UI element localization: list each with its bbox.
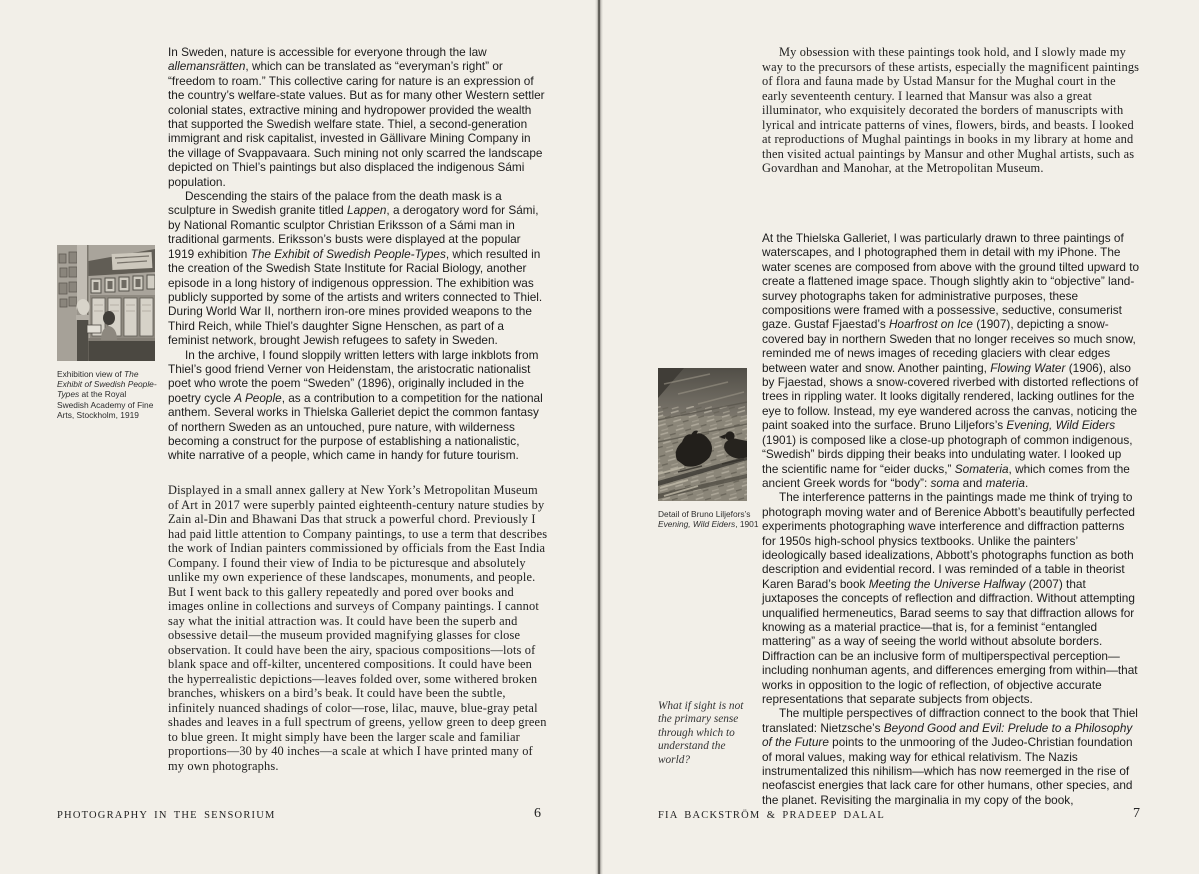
- running-footer-left: PHOTOGRAPHY IN THE SENSORIUM: [57, 810, 276, 821]
- text-run: , which comes from the ancient Greek words for “body”:: [762, 461, 1130, 490]
- paragraph: [168, 189, 546, 347]
- text-run: and: [959, 475, 986, 490]
- text-run: The interference patterns in the paintings made me think of trying to photograph moving water and of Berenice Abbott’s beautifully perfected experiments photographing wave interference and diffraction patterns for 1950s high-school physics textbooks. Unlike the painters’ ideologically based idealizations, Abbott’s photographs function as both description and evidential record. I was reminded of a table in theorist Karen Barad’s book: [762, 490, 1135, 591]
- text-run: , which resulted in the creation of the Swedish State Institute for Racial Biology, another episode in a long history of indigenous oppression. The exhibition was publicly supported by some of the artists and writers connected to Thiel. During World War II, northern iron-ore mines provided weapons to the Third Reich, while Thiel’s daughter Signe Henschen, as part of a feminist network, brought Jewish refugees to safety in Sweden.: [168, 246, 543, 348]
- spread-gutter: [595, 0, 603, 874]
- text-run: at the Royal Swedish Academy of Fine Arts, Stockholm, 1919: [57, 389, 154, 420]
- text-run: At the Thielska Galleriet, I was particularly drawn to three paintings of waterscapes, and I photographed them in detail with my iPhone. The water scenes are composed from above with the ground tilted upward to create a flattened image space. Though slightly akin to “objective” land-survey photographs taken for administrative purposes, these compositions were framed with a possessive, seductive, consumerist gaze. Gustaf Fjaestad’s: [762, 231, 1140, 332]
- italic-text: The Exhibit of Swedish People-Types: [57, 369, 157, 400]
- italic-text: materia: [985, 475, 1025, 490]
- italic-text: Evening, Wild Eiders: [658, 519, 736, 530]
- text-run: , a derogatory word for Sámi, by National Romantic sculptor Christian Eriksson of a Sámi man in traditional garments. Eriksson’s busts were displayed at the popular 1919 exhibition: [168, 203, 539, 261]
- paragraph: [762, 706, 1140, 807]
- text-run: Exhibition view of: [57, 369, 125, 379]
- text-run: , which can be translated as “everyman’s right” or “freedom to roam.” This collective caring for nature is an expression of the country’s welfare-state values. But as for many other Western settler colonial states, extractive mining and hydropower provided the wealth that supported the Swedish welfare state. Thiel, a second-generation immigrant and risk capitalist, invested in Gällivare Mining Company in the village of Svappavaara. Such mining not only scarred the landscape depicted on Thiel’s paintings but also displaced the indigenous Sámi population.: [168, 59, 545, 189]
- text-run: , 1901: [735, 519, 759, 530]
- figure-wild-eiders: [658, 368, 768, 529]
- paragraph: [168, 45, 546, 189]
- text-run: In Sweden, nature is accessible for everyone through the law: [168, 45, 487, 59]
- right-page-sans-text: [762, 231, 1140, 807]
- margin-note: What if sight is not the primary sense through which to understand the world?: [658, 700, 744, 766]
- italic-text: The Exhibit of Swedish People-Types: [250, 246, 446, 261]
- text-run: .: [1024, 475, 1029, 490]
- paragraph: [168, 483, 548, 773]
- paragraph: [168, 348, 546, 463]
- italic-text: Meeting the Universe Halfway: [868, 576, 1026, 591]
- figure-exhibition: [57, 245, 157, 420]
- figure-caption-exhibition: [57, 369, 157, 420]
- text-run: Detail of Bruno Liljefors’s: [658, 509, 751, 519]
- figure-caption-wild-eiders: [658, 509, 768, 529]
- right-page-serif-text: [762, 45, 1142, 176]
- page-number-right: 7: [1133, 806, 1140, 821]
- exhibition-photo: [57, 245, 157, 361]
- text-run: Displayed in a small annex gallery at New York’s Metropolitan Museum of Art in 2017 were superbly painted eighteenth-century nature studies by Zain al-Din and Bhawani Das that struck a powerful chord. Previously I had paid little attention to Company paintings, to use a term that describes the work of Indian painters commissioned by officials from the East India Company. I found their view of India to be picturesque and absolutely unlike my own experience of these landscapes, monuments, and people. But I went back to this gallery repeatedly and pored over books and images online in collections and surveys of Company paintings. I cannot say what the initial attraction was. It could have been the superb and obsessive detail—the museum provided magnifying glasses for close observation. It could have been the airy, spacious compositions—lots of blank space and off-kilter, uncentered compositions. It could have been the hyperrealistic depictions—leaves folded over, some withered broken branches, whiskers on a bird’s beak. It could have been the subtle, infinitely nuanced shadings of color—rose, lilac, mauve, blue-gray petal shades and leaves in a full spectrum of greens, yellow green to deep green to blue green. It might simply have been the larger scale and familiar proportions—30 by 40 inches—a scale at which I have printed many of my own photographs.: [168, 483, 548, 773]
- text-run: In the archive, I found sloppily written letters with large inkblots from Thiel’s good friend Verner von Heidenstam, the aristocratic nationalist poet who wrote the poem “Sweden” (1896), originally included in the poetry cycle: [168, 347, 539, 405]
- italic-text: A People: [234, 390, 282, 405]
- text-run: My obsession with these paintings took hold, and I slowly made my way to the precursors of these artists, especially the magnificent paintings of flora and fauna made by Ustad Mansur for the Mughal court in the early seventeenth century. I learned that Mansur was also a great illuminator, who exquisitely decorated the borders of manuscripts with lyrical and intricate patterns of vines, flowers, birds, and beasts. I looked at reproductions of Mughal paintings in books in my library at home and then visited actual paintings by Mansur and other Mughal artists, such as Govardhan and Manohar, at the Metropolitan Museum.: [762, 45, 1140, 175]
- italic-text: Evening, Wild Eiders: [1006, 418, 1116, 433]
- text-run: points to the unmooring of the Judeo-Christian foundation of moral values, making way for ethical relativism. The Nazis instrumentalized this nihilism—which has now reemerged in the rise of neofascist energies that lack care for other humans, other species, and the planet. Revisiting the marginalia in my copy of the book,: [762, 735, 1133, 807]
- italic-text: Beyond Good and Evil: Prelude to a Philosophy of the Future: [762, 720, 1133, 750]
- running-footer-right: FIA BACKSTRÖM & PRADEEP DALAL: [658, 810, 886, 821]
- painting-detail-photo: [658, 368, 768, 501]
- italic-text: Somateria: [954, 461, 1009, 476]
- paragraph: [762, 45, 1142, 176]
- italic-text: Flowing Water: [990, 360, 1066, 375]
- text-run: (1901) is composed like a close-up photograph of common indigenous, “Swedish” birds dipping their beaks into undulating water. I looked up the scientific name for “eider ducks,”: [762, 432, 1133, 476]
- italic-text: Lappen: [347, 203, 387, 218]
- text-run: , as a contribution to a competition for the national anthem. Several works in Thielska Galleriet depict the common fantasy of northern Sweden as an untouched, pure nature, with wilderness becoming a construct for the purpose of establishing a nationalistic, white narrative of a people, which came in handy for future tourism.: [168, 390, 543, 463]
- text-run: (1907), depicting a snow-covered bay in northern Sweden that no longer receives so much snow, reminded me of news images of receding glaciers with clear edges between water and snow. Another painting,: [762, 317, 1136, 375]
- text-run: (2007) that juxtaposes the concepts of reflection and diffraction. Without attempting unqualified hermeneutics, Barad seems to say that diffraction allows for knowing as a material practice—that is, for a feminist “entangled mattering” as a way of seeing the world without absolute borders. Diffraction can be an inclusive form of multiperspectival perception—including nonhuman agents, and differences emerging from within—that works in opposition to the logic of reflection, of objective accurate representations that separate subjects from objects.: [762, 576, 1138, 706]
- paragraph: [762, 231, 1140, 490]
- page-number-left: 6: [534, 806, 541, 821]
- italic-text: allemansrätten: [168, 59, 246, 74]
- italic-text: Hoarfrost on Ice: [889, 317, 973, 332]
- paragraph: [762, 490, 1140, 706]
- text-run: The multiple perspectives of diffraction connect to the book that Thiel translated: Nietzsche’s: [762, 706, 1138, 735]
- text-run: (1906), also by Fjaestad, shows a snow-covered riverbed with distorted reflections of trees in rippling water. It looks digitally rendered, lacking outlines for the eye to follow. Instead, my eye wandered across the canvas, noticing the paint soaked into the surface. Bruno Liljefors’s: [762, 360, 1139, 433]
- left-page-sans-text: [168, 45, 546, 463]
- text-run: Descending the stairs of the palace from the death mask is a sculpture in Swedish granite titled: [168, 189, 502, 218]
- left-page-serif-text: [168, 483, 548, 773]
- italic-text: soma: [930, 475, 960, 490]
